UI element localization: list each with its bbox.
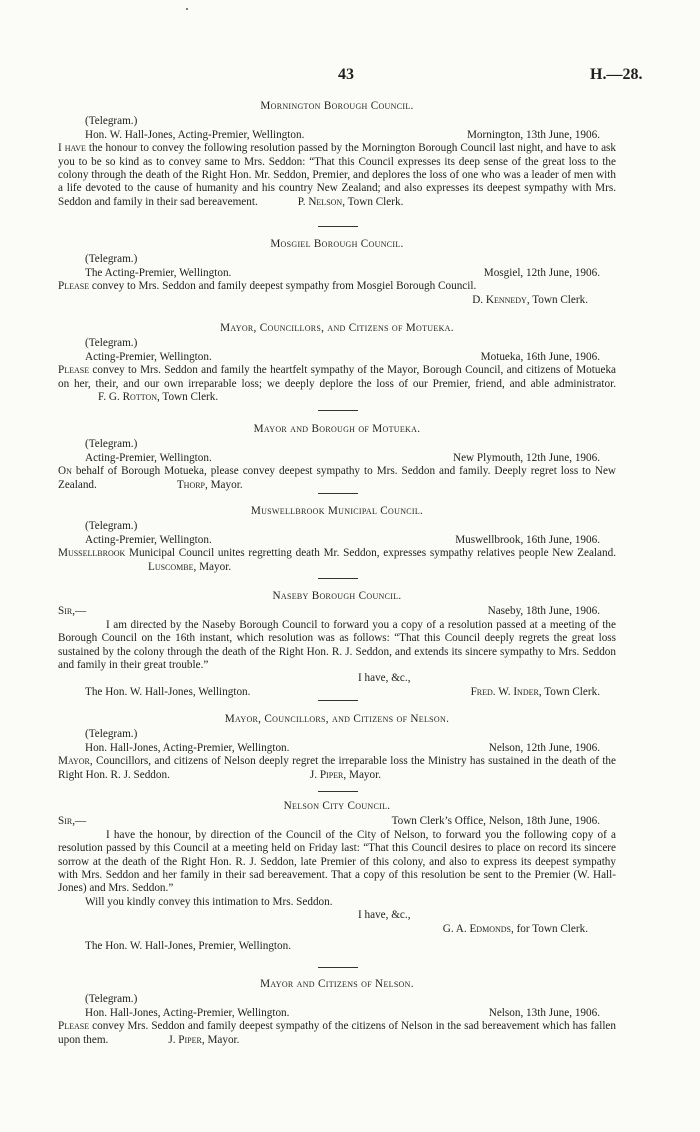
- dateline: Nelson, 13th June, 1906.: [488, 1006, 600, 1019]
- message-body: On behalf of Borough Motueka, please convey deepest sympathy to Mrs. Seddon and family. Deeply regret loss to New Zealand. Thorp, Mayor.: [58, 465, 616, 491]
- divider: [318, 967, 358, 968]
- letter-body: I have the honour, by direction of the Council of the City of Nelson, to forward you the following copy of a resolution passed by this Council at a meeting held on Friday last: “That this Council desires to place on record its sincere sorrow at the death of the Right Hon. R. J. Seddon, late Premier of this colony, and also to express its deepest sympathy with Mrs. Seddon and her family in their sad bereavement. That a copy of this resolution be sent to the Premier (W. Hall-Jones) and Mrs. Seddon.”: [58, 828, 616, 895]
- section-mosgiel: [58, 238, 616, 307]
- signatory: J. Piper: [168, 1033, 202, 1046]
- divider: [318, 493, 358, 494]
- letter-body: I am directed by the Naseby Borough Council to forward you a copy of a resolution passed at a meeting of the Borough Council on the 16th instant, which resolution was as follows: “That this Council deeply regrets the great loss sustained by the colony through the death of the Right Hon. R. J. Seddon, and extends its sincere sympathy to Mrs. Seddon and family in their great trouble.”: [58, 618, 616, 672]
- signature: Fred. W. Inder, Town Clerk.: [470, 685, 600, 698]
- section-heading: Mayor and Borough of Motueka.: [253, 423, 421, 435]
- addressee: The Hon. W. Hall-Jones, Premier, Wellington.: [85, 940, 292, 953]
- message-body: Mayor, Councillors, and citizens of Nelson deeply regret the irreparable loss the Ministry has sustained in the death of the Right Hon. R. J. Seddon. J. Piper, Mayor.: [58, 755, 616, 781]
- section-motueka-citizens: [58, 322, 616, 404]
- section-nelson-city: [58, 800, 616, 953]
- section-heading: Mayor, Councillors, and Citizens of Motueka.: [220, 322, 454, 334]
- telegram-label: (Telegram.): [85, 993, 138, 1006]
- scan-speck: [186, 8, 188, 10]
- addressee: Acting-Premier, Wellington.: [85, 451, 212, 464]
- divider: [318, 791, 358, 792]
- signature: G. A. Edmonds, for Town Clerk.: [442, 922, 588, 935]
- section-heading: Mayor and Citizens of Nelson.: [260, 978, 414, 990]
- section-heading: Mornington Borough Council.: [260, 100, 414, 112]
- dateline: Mornington, 13th June, 1906.: [466, 128, 600, 141]
- divider: [318, 578, 358, 579]
- section-naseby: [58, 590, 616, 699]
- signature: D. Kennedy, Town Clerk.: [472, 293, 588, 306]
- message-body: I have the honour to convey the following resolution passed by the Mornington Borough Council last night, and have to ask you to be so kind as to convey same to Mrs. Seddon: “That this Council expresses its deep sense of the great loss to the colony through the death of the Right Hon. Mr. Seddon, Premier, and deplores the loss of one who was a leader of men with a life devoted to the cause of humanity and his country New Zealand; and also expresses its deepest sympathy with Mrs. Seddon and family in their sad bereavement. P. Nelson, Town Clerk.: [58, 142, 616, 208]
- addressee: Hon. Hall-Jones, Acting-Premier, Wellington.: [85, 741, 290, 754]
- telegram-label: (Telegram.): [85, 115, 138, 128]
- divider: [318, 226, 358, 227]
- dateline: Nelson, 12th June, 1906.: [488, 741, 600, 754]
- dateline: Mosgiel, 12th June, 1906.: [483, 266, 600, 279]
- letter-body-continued: Will you kindly convey this intimation to Mrs. Seddon.: [85, 895, 333, 908]
- section-heading: Mosgiel Borough Council.: [270, 238, 404, 250]
- telegram-label: (Telegram.): [85, 337, 138, 350]
- telegram-label: (Telegram.): [85, 438, 138, 451]
- signatory: F. G. Rotton: [98, 391, 158, 404]
- section-muswellbrook: [58, 505, 616, 574]
- dateline: New Plymouth, 12th June, 1906.: [453, 451, 600, 464]
- addressee: Acting-Premier, Wellington.: [85, 350, 212, 363]
- divider: [318, 410, 358, 411]
- signatory: P. Nelson: [297, 195, 343, 208]
- closing: I have, &c.,: [358, 672, 411, 685]
- section-motueka-borough: [58, 423, 616, 492]
- dateline: Town Clerk’s Office, Nelson, 18th June, 1906.: [391, 815, 600, 828]
- salutation: Sir,—: [58, 605, 87, 618]
- signatory: J. Piper: [309, 768, 344, 781]
- signatory: Thorp: [176, 478, 206, 491]
- divider: [318, 700, 358, 701]
- section-nelson-mayor-citizens: [58, 978, 616, 1047]
- addressee: The Acting-Premier, Wellington.: [85, 266, 232, 279]
- addressee: Acting-Premier, Wellington.: [85, 533, 212, 546]
- section-heading: Muswellbrook Municipal Council.: [250, 505, 424, 517]
- message-body: Please convey Mrs. Seddon and family deepest sympathy of the citizens of Nelson in the sad bereavement which has fallen upon them. J. Piper, Mayor.: [58, 1020, 616, 1046]
- section-heading: Nelson City Council.: [283, 800, 391, 812]
- message-body: Mussellbrook Municipal Council unites regretting death Mr. Seddon, expresses sympathy relatives people New Zealand.Luscombe, Mayor.: [58, 547, 616, 573]
- closing: I have, &c.,: [358, 909, 411, 922]
- telegram-label: (Telegram.): [85, 253, 138, 266]
- addressee: The Hon. W. Hall-Jones, Wellington.: [85, 685, 251, 698]
- section-heading: Naseby Borough Council.: [272, 590, 402, 602]
- addressee: Hon. W. Hall-Jones, Acting-Premier, Wellington.: [85, 128, 305, 141]
- message-body: Please convey to Mrs. Seddon and family the heartfelt sympathy of the Mayor, Borough Council, and citizens of Motueka on her, their, and our own irreparable loss; we deeply deplore the loss of our Premier, friend, and able administrator.F. G. Rotton, Town Clerk.: [58, 364, 616, 404]
- telegram-label: (Telegram.): [85, 520, 138, 533]
- addressee: Hon. Hall-Jones, Acting-Premier, Wellington.: [85, 1006, 290, 1019]
- message-body: Please convey to Mrs. Seddon and family deepest sympathy from Mosgiel Borough Council.: [58, 280, 477, 293]
- salutation: Sir,—: [58, 815, 87, 828]
- dateline: Muswellbrook, 16th June, 1906.: [455, 533, 600, 546]
- dateline: Naseby, 18th June, 1906.: [487, 605, 600, 618]
- telegram-label: (Telegram.): [85, 728, 138, 741]
- page-number: 43: [338, 66, 354, 83]
- section-heading: Mayor, Councillors, and Citizens of Nelson.: [224, 713, 450, 725]
- section-nelson-citizens: [58, 713, 616, 782]
- dateline: Motueka, 16th June, 1906.: [480, 350, 600, 363]
- signatory: Luscombe: [148, 560, 194, 573]
- page-reference: H.—28.: [590, 66, 643, 83]
- section-mornington: [58, 100, 616, 209]
